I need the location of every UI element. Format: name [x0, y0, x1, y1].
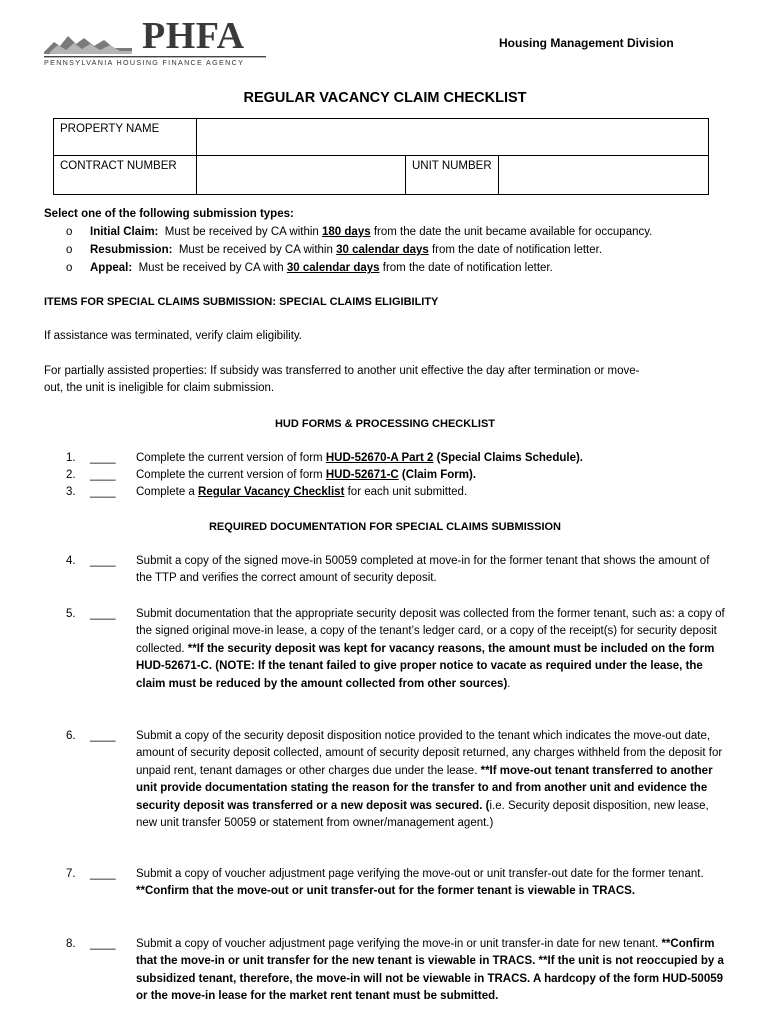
checklist-blank[interactable]: ____ — [90, 469, 116, 481]
property-info-table — [53, 118, 709, 195]
deadline: 30 calendar days — [286, 262, 380, 274]
submission-label: Initial Claim: — [90, 226, 159, 238]
eligibility-paragraph-2-line-2: out, the unit is ineligible for claim submission. — [44, 382, 275, 394]
hud-form-item-1: Complete the current version of form HUD-52670-A Part 2 (Special Claims Schedule). — [136, 452, 583, 464]
checkbox-appeal[interactable]: o — [66, 262, 73, 274]
item-number: 5. — [66, 608, 76, 620]
form-link[interactable]: Regular Vacancy Checklist — [198, 486, 345, 498]
required-doc-item-8: Submit a copy of voucher adjustment page verifying the move-in or unit transfer-in date for new tenant. **Confirm that the move-in or unit transfer for the new tenant is viewable in TRACS. **If the unit is not reoccupied by a subsidized tenant, therefore, the move-in will not be viewable in TRACS. A hardcopy of the form HUD-50059 or the move-in lease for the market rent tenant must be submitted. — [136, 938, 724, 1003]
item-number: 3. — [66, 486, 76, 498]
unit-number-label: UNIT NUMBER — [406, 156, 499, 195]
division-name: Housing Management Division — [499, 36, 674, 50]
property-name-field[interactable] — [197, 119, 709, 156]
checklist-blank[interactable]: ____ — [90, 730, 116, 742]
hud-forms-heading: HUD FORMS & PROCESSING CHECKLIST — [274, 418, 495, 430]
checkbox-initial-claim[interactable]: o — [66, 226, 73, 238]
required-doc-item-7: Submit a copy of voucher adjustment page verifying the move-out or unit transfer-out date for the former tenant. **Confirm that the move-out or unit transfer-out for the former tenant is viewable in TRACS. — [136, 868, 704, 898]
eligibility-paragraph-2-line-1: For partially assisted properties: If subsidy was transferred to another unit effective the day after termination or move- — [44, 365, 640, 377]
checklist-blank[interactable]: ____ — [90, 452, 116, 464]
item-number: 2. — [66, 469, 76, 481]
submission-type-resubmission: Resubmission: Must be received by CA within 30 calendar days from the date of notification letter. — [90, 244, 603, 256]
phfa-logo — [44, 15, 266, 68]
item-number: 1. — [66, 452, 76, 464]
contract-number-field[interactable] — [197, 156, 406, 195]
unit-number-field[interactable] — [499, 156, 709, 195]
deadline: 180 days — [322, 226, 371, 238]
contract-number-label: CONTRACT NUMBER — [54, 156, 197, 195]
submission-type-appeal: Appeal: Must be received by CA with 30 calendar days from the date of notification letter. — [90, 262, 553, 274]
item-number: 7. — [66, 868, 76, 880]
hud-form-item-3: Complete a Regular Vacancy Checklist for each unit submitted. — [136, 486, 468, 498]
eligibility-paragraph-1: If assistance was terminated, verify claim eligibility. — [44, 330, 302, 342]
submission-type-initial: Initial Claim: Must be received by CA within 180 days from the date the unit became available for occupancy. — [90, 226, 653, 238]
submission-label: Appeal: — [90, 262, 133, 274]
hud-form-item-2: Complete the current version of form HUD-52671-C (Claim Form). — [136, 469, 477, 481]
form-link[interactable]: HUD-52670-A Part 2 — [325, 452, 434, 464]
item-number: 6. — [66, 730, 76, 742]
form-link[interactable]: HUD-52671-C — [325, 469, 399, 481]
logo-wordmark: PHFA — [142, 15, 245, 57]
eligibility-heading: ITEMS FOR SPECIAL CLAIMS SUBMISSION: SPECIAL CLAIMS ELIGIBILITY — [44, 296, 439, 308]
required-doc-item-6: Submit a copy of the security deposit disposition notice provided to the tenant which indicates the move-out date, amount of security deposit collected, amount of security deposit returned, any charges withheld from the deposit for unpaid rent, tenant damages or other charges due under the lease. **If move-out tenant transferred to another unit provide documentation stating the reason for the transfer to and from another unit and evidence the security deposit was transferred or a new deposit was secured. (i.e. Security deposit disposition, new lease, new unit transfer 50059 or statement from owner/management agent.) — [136, 730, 723, 830]
deadline: 30 calendar days — [336, 244, 429, 256]
property-name-label: PROPERTY NAME — [54, 119, 197, 156]
checklist-blank[interactable]: ____ — [90, 486, 116, 498]
checkbox-resubmission[interactable]: o — [66, 244, 73, 256]
submission-label: Resubmission: — [90, 244, 173, 256]
required-docs-heading: REQUIRED DOCUMENTATION FOR SPECIAL CLAIMS SUBMISSION — [208, 521, 561, 533]
checklist-blank[interactable]: ____ — [90, 608, 116, 620]
checklist-blank[interactable]: ____ — [90, 868, 116, 880]
submission-intro: Select one of the following submission types: — [44, 208, 294, 220]
checklist-blank[interactable]: ____ — [90, 555, 116, 567]
item-number: 4. — [66, 555, 76, 567]
required-doc-item-5: Submit documentation that the appropriate security deposit was collected from the former tenant, such as: a copy of the signed original move-in lease, a copy of the tenant’s ledger card, or a copy of the receipt(s) for security deposit collected. **If the security deposit was kept for vacancy reasons, the amount must be included on the form HUD-52671-C. (NOTE: If the tenant failed to give proper notice to vacate as required under the lease, the claim must be reduced by the amount collected from other sources). — [136, 608, 725, 690]
required-doc-item-4: Submit a copy of the signed move-in 50059 completed at move-in for the former tenant that shows the amount of the TTP and verifies the correct amount of security deposit. — [136, 555, 710, 585]
item-number: 8. — [66, 938, 76, 950]
logo-subtitle: PENNSYLVANIA HOUSING FINANCE AGENCY — [44, 58, 245, 67]
checklist-blank[interactable]: ____ — [90, 938, 116, 950]
page-title: REGULAR VACANCY CLAIM CHECKLIST — [243, 90, 527, 106]
